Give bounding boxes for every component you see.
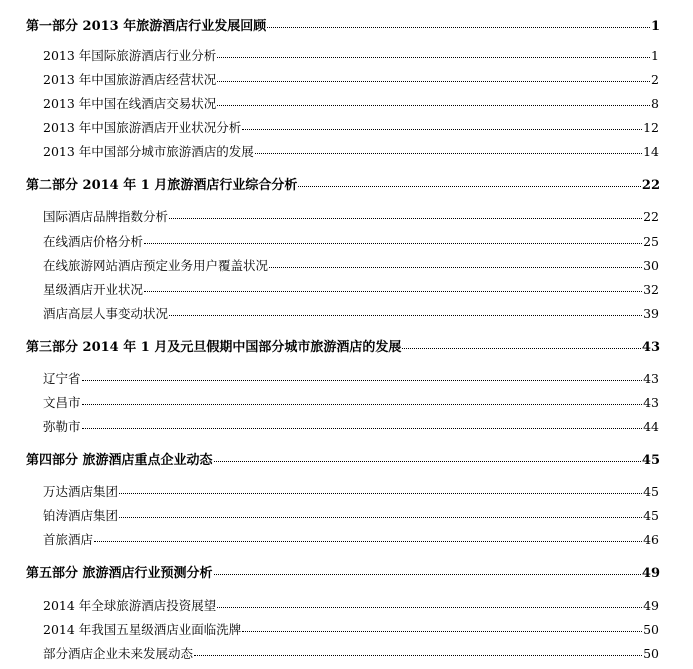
toc-item-title: 辽宁省: [43, 371, 81, 386]
toc-item[interactable]: [43, 260, 659, 273]
toc-item-title: 在线旅游网站酒店预定业务用户覆盖状况: [43, 258, 269, 273]
toc-page-number: 30: [643, 258, 659, 273]
toc-item-title: 2013 年中国在线酒店交易状况: [43, 96, 217, 111]
toc-item[interactable]: [43, 236, 659, 249]
toc-item[interactable]: [43, 146, 659, 159]
dot-leader: [119, 493, 642, 494]
toc-section-title: 第四部分 旅游酒店重点企业动态: [26, 453, 213, 468]
toc-page-number: 1: [650, 19, 660, 34]
toc-item-title: 2013 年中国部分城市旅游酒店的发展: [43, 144, 254, 159]
toc-item[interactable]: [43, 284, 659, 297]
toc-section-5[interactable]: [26, 567, 660, 580]
toc-item[interactable]: [43, 510, 659, 523]
toc-item-title: 星级酒店开业状况: [43, 282, 144, 297]
toc-page-number: 46: [643, 532, 659, 547]
dot-leader: [217, 81, 650, 82]
dot-leader: [82, 404, 643, 405]
toc-item-title: 文昌市: [43, 395, 81, 410]
dot-leader: [217, 105, 650, 106]
toc-item[interactable]: [43, 624, 659, 637]
dot-leader: [255, 153, 642, 154]
dot-leader: [242, 129, 642, 130]
toc-page-number: 50: [643, 646, 659, 661]
toc-page-number: 32: [643, 282, 659, 297]
toc-item-title: 万达酒店集团: [43, 484, 119, 499]
toc-section-title: 第二部分 2014 年 1 月旅游酒店行业综合分析: [26, 178, 298, 193]
toc-item[interactable]: [43, 98, 659, 111]
toc-item[interactable]: [43, 122, 659, 135]
toc-page-number: 39: [643, 306, 659, 321]
toc-section-title: 第一部分 2013 年旅游酒店行业发展回顾: [26, 19, 267, 34]
toc-page-number: 14: [643, 144, 659, 159]
toc-page-number: 45: [643, 484, 659, 499]
toc-item-title: 2014 年全球旅游酒店投资展望: [43, 598, 217, 613]
toc-page-number: 43: [643, 395, 659, 410]
toc-item[interactable]: [43, 648, 659, 661]
dot-leader: [242, 631, 642, 632]
toc-item-title: 弥勒市: [43, 419, 81, 434]
dot-leader: [82, 380, 643, 381]
toc-page-number: 22: [641, 178, 660, 193]
toc-page-number: 2: [651, 72, 659, 87]
toc-section-title: 第五部分 旅游酒店行业预测分析: [26, 566, 213, 581]
dot-leader: [269, 267, 642, 268]
dot-leader: [94, 541, 642, 542]
toc-item-title: 酒店高层人事变动状况: [43, 306, 169, 321]
dot-leader: [169, 315, 642, 316]
toc-page-number: 1: [651, 48, 659, 63]
toc-page-number: 8: [651, 96, 659, 111]
toc-page-number: 45: [643, 508, 659, 523]
toc-page-number: 50: [643, 622, 659, 637]
toc-item-title: 2014 年我国五星级酒店业面临洗牌: [43, 622, 242, 637]
toc-page-number: 43: [641, 340, 660, 355]
dot-leader: [144, 243, 642, 244]
dot-leader: [298, 186, 641, 187]
toc-item[interactable]: [43, 308, 659, 321]
dot-leader: [194, 655, 642, 656]
toc-section-4[interactable]: [26, 454, 660, 467]
toc-page-number: 12: [643, 120, 659, 135]
toc-page-number: 43: [643, 371, 659, 386]
toc-item-title: 国际酒店品牌指数分析: [43, 209, 169, 224]
toc-page-number: 25: [643, 234, 659, 249]
dot-leader: [217, 607, 642, 608]
dot-leader: [119, 517, 642, 518]
dot-leader: [144, 291, 642, 292]
toc-item[interactable]: [43, 421, 659, 434]
toc-item[interactable]: [43, 397, 659, 410]
toc-item-title: 2013 年中国旅游酒店开业状况分析: [43, 120, 242, 135]
toc-section-3[interactable]: [26, 341, 660, 354]
toc-item-title: 在线酒店价格分析: [43, 234, 144, 249]
toc-item[interactable]: [43, 600, 659, 613]
toc-page-number: 49: [641, 566, 660, 581]
toc-section-2[interactable]: [26, 179, 660, 192]
toc-page-number: 49: [643, 598, 659, 613]
toc-item-title: 2013 年中国旅游酒店经营状况: [43, 72, 217, 87]
dot-leader: [267, 27, 650, 28]
toc-page-number: 22: [643, 209, 659, 224]
toc-item[interactable]: [43, 74, 659, 87]
toc-item[interactable]: [43, 534, 659, 547]
toc-section-title: 第三部分 2014 年 1 月及元旦假期中国部分城市旅游酒店的发展: [26, 340, 402, 355]
dot-leader: [169, 218, 642, 219]
toc-item-title: 部分酒店企业未来发展动态: [43, 646, 194, 661]
dot-leader: [214, 574, 641, 575]
toc-page-number: 45: [641, 453, 660, 468]
toc-page-number: 44: [643, 419, 659, 434]
dot-leader: [402, 348, 641, 349]
toc-item[interactable]: [43, 50, 659, 63]
toc-item-title: 铂涛酒店集团: [43, 508, 119, 523]
toc-item[interactable]: [43, 211, 659, 224]
toc-section-1[interactable]: [26, 20, 660, 33]
dot-leader: [217, 57, 650, 58]
dot-leader: [82, 428, 643, 429]
toc-item-title: 首旅酒店: [43, 532, 94, 547]
dot-leader: [214, 461, 641, 462]
toc-item-title: 2013 年国际旅游酒店行业分析: [43, 48, 217, 63]
toc-item[interactable]: [43, 373, 659, 386]
toc-item[interactable]: [43, 486, 659, 499]
